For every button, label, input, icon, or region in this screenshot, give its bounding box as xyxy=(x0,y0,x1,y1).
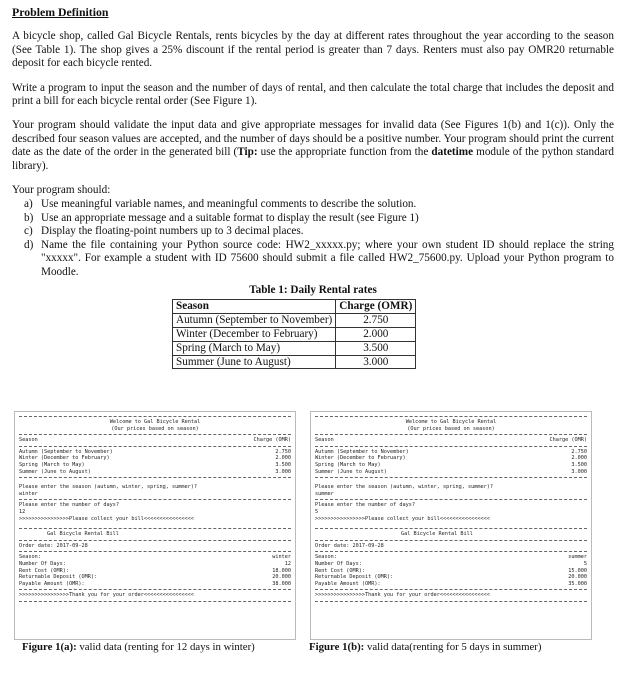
requirement-mark: a) xyxy=(24,198,33,211)
validation-paragraph xyxy=(12,119,614,173)
console-bill-row xyxy=(19,581,291,588)
caption-text: valid data(renting for 5 days in summer) xyxy=(364,641,542,653)
console-bill-value: 20.000 xyxy=(568,574,587,581)
console-bill-row xyxy=(315,561,587,568)
console-season-hdr: Season xyxy=(19,437,38,444)
console-order-date: Order date: 2017-09-28 xyxy=(315,542,384,549)
console-prices-note: (Our prices based on season) xyxy=(111,425,199,432)
console-season-rate: 3.000 xyxy=(571,468,587,475)
requirement-mark: b) xyxy=(24,211,34,224)
console-season-header xyxy=(19,437,291,444)
console-bill-label: Rent Cost (OMR): xyxy=(315,567,365,574)
console-season-name: Autumn (September to November) xyxy=(19,448,113,455)
console-bill-row xyxy=(19,574,291,581)
console-days-input: 5 xyxy=(315,508,319,515)
console-season-hdr: Season xyxy=(315,437,334,444)
figures xyxy=(14,411,610,641)
console-bill-row xyxy=(19,554,291,561)
figure-caption-a xyxy=(22,641,255,654)
divider xyxy=(315,601,587,604)
console-bill-value: summer xyxy=(568,554,587,561)
console-bill-value: 20.000 xyxy=(272,574,291,581)
console-welcome: Welcome to Gal Bicycle Rental xyxy=(405,419,497,425)
console-bill-value: 35.000 xyxy=(568,580,587,587)
console-season-name: Spring (March to May) xyxy=(315,461,381,468)
table-cell-season: Spring (March to May) xyxy=(173,341,336,355)
console-bill-label: Rent Cost (OMR): xyxy=(19,567,69,574)
console-charge-hdr: Charge (OMR) xyxy=(253,437,291,444)
console-bill-value: 38.000 xyxy=(272,580,291,587)
module-name: datetime xyxy=(431,146,474,159)
console-season-row xyxy=(19,469,291,476)
console-order-date: Order date: 2017-09-28 xyxy=(19,542,88,549)
console-bill-value: winter xyxy=(272,554,291,561)
console-season-rate: 3.500 xyxy=(275,461,291,468)
console-bill-row xyxy=(19,561,291,568)
table-cell-charge: 2.000 xyxy=(336,327,416,341)
console-bill-value: 12 xyxy=(284,560,291,567)
table-cell-season: Autumn (September to November) xyxy=(173,314,336,328)
console-bill-row xyxy=(315,568,587,575)
rates-table xyxy=(172,299,416,369)
console-season-name: Summer (June to August) xyxy=(315,468,387,475)
console-season-row xyxy=(315,469,587,476)
console-thanks-msg: >>>>>>>>>>>>>>>>Thank you for your order<<<<<<<<<<<<<<<< xyxy=(19,592,194,599)
console-season-input: summer xyxy=(315,490,334,497)
console-thanks-msg: >>>>>>>>>>>>>>>>Thank you for your order<<<<<<<<<<<<<<<< xyxy=(315,592,490,599)
table-cell-charge: 2.750 xyxy=(336,314,416,328)
table-row xyxy=(173,314,416,328)
console-season-header xyxy=(315,437,587,444)
caption-text: valid data (renting for 12 days in winter) xyxy=(76,641,255,653)
table-row xyxy=(173,355,416,369)
console-collect-msg: >>>>>>>>>>>>>>>>Please collect your bill<<<<<<<<<<<<<<<< xyxy=(19,515,194,522)
console-season-input: winter xyxy=(19,490,38,497)
console-bill-value: 5 xyxy=(583,560,587,567)
console-season-prompt: Please enter the season (autumn, winter, spring, summer)? xyxy=(315,484,494,491)
table-header-season: Season xyxy=(173,300,336,314)
console-season-row xyxy=(315,455,587,462)
tip-label: Tip: xyxy=(237,146,258,159)
console-season-name: Winter (December to February) xyxy=(19,455,110,462)
intro-paragraph: A bicycle shop, called Gal Bicycle Rentals, rents bicycles by the day at different rates throughout the year according to the season (See Table 1). The shop gives a 25% discount if the rental period is greater than 7 days. Renters must also pay OMR20 returnable deposit for each bicycle rented. xyxy=(12,30,614,70)
console-season-prompt: Please enter the season (autumn, winter, spring, summer)? xyxy=(19,484,198,491)
table-title: Table 1: Daily Rental rates xyxy=(249,283,377,296)
console-season-name: Summer (June to August) xyxy=(19,468,91,475)
figure-caption-b xyxy=(309,641,541,654)
requirement-item xyxy=(24,212,614,225)
console-bill-value: 18.000 xyxy=(272,567,291,574)
console-days-input: 12 xyxy=(19,508,26,515)
divider xyxy=(19,601,291,604)
console-season-name: Winter (December to February) xyxy=(315,455,406,462)
console-bill-label: Returnable Deposit (OMR): xyxy=(315,574,394,581)
console-days-prompt: Please enter the number of days? xyxy=(315,502,415,509)
table-header-row xyxy=(173,300,416,314)
console-charge-hdr: Charge (OMR) xyxy=(549,437,587,444)
requirement-text: Use meaningful variable names, and meaningful comments to describe the solution. xyxy=(41,198,417,211)
console-bill-label: Number Of Days: xyxy=(19,560,66,567)
console-bill-value: 15.000 xyxy=(568,567,587,574)
table-cell-season: Winter (December to February) xyxy=(173,327,336,341)
requirement-item xyxy=(24,225,614,238)
requirement-text: Name the file containing your Python source code: HW2_xxxxx.py; where your own student ID should replace the string "xxxxx". For example a student with ID 75600 should submit a file called HW2_75600.py. Upload your Python program to Moodle. xyxy=(41,238,614,278)
console-collect-msg: >>>>>>>>>>>>>>>>Please collect your bill<<<<<<<<<<<<<<<< xyxy=(315,515,490,522)
validation-text: Your program should validate the input data and give appropriate messages for invalid data (See Figures 1(b) and 1(c)). Only the described four season values are accepted, and the number of days should be a positive number. Your program should print the current date as the date of the order in the generated bill ( xyxy=(12,119,614,159)
console-bill-label: Payable Amount (OMR): xyxy=(315,580,381,587)
requirement-item xyxy=(24,198,614,211)
console-season-rate: 2.750 xyxy=(275,448,291,455)
console-season-row xyxy=(19,449,291,456)
requirements-list xyxy=(12,198,614,278)
task-paragraph: Write a program to input the season and the number of days of rental, and then calculate the total charge that includes the deposit and print a bill for each bicycle rental order (See Figure 1). xyxy=(12,81,614,108)
requirement-item xyxy=(24,239,614,279)
console-bill-row xyxy=(315,554,587,561)
table-cell-charge: 3.000 xyxy=(336,355,416,369)
table-header-charge: Charge (OMR) xyxy=(336,300,416,314)
requirement-text: Use an appropriate message and a suitable format to display the result (see Figure 1) xyxy=(41,211,419,224)
console-output-b xyxy=(310,411,592,640)
requirements-heading: Your program should: xyxy=(12,184,111,197)
table-row xyxy=(173,341,416,355)
console-season-row xyxy=(315,449,587,456)
console-bill-label: Season: xyxy=(315,554,337,561)
caption-label: Figure 1(a): xyxy=(22,641,77,653)
requirement-mark: d) xyxy=(24,238,34,251)
console-season-row xyxy=(19,462,291,469)
requirement-mark: c) xyxy=(24,225,33,238)
caption-label: Figure 1(b): xyxy=(309,641,365,653)
table-cell-charge: 3.500 xyxy=(336,341,416,355)
validation-text-2: use the appropriate function from the xyxy=(257,146,432,159)
console-season-row xyxy=(19,455,291,462)
console-season-rate: 2.000 xyxy=(275,455,291,462)
console-bill-label: Number Of Days: xyxy=(315,560,362,567)
console-bill-label: Payable Amount (OMR): xyxy=(19,580,85,587)
console-bill-title: Gal Bicycle Rental Bill xyxy=(401,531,473,538)
document xyxy=(12,6,614,369)
console-bill-label: Season: xyxy=(19,554,41,561)
table-row xyxy=(173,327,416,341)
console-season-rate: 3.000 xyxy=(275,468,291,475)
validation-text-3: module of the python standard library). xyxy=(12,146,614,172)
console-season-rate: 3.500 xyxy=(571,461,587,468)
console-season-rate: 2.750 xyxy=(571,448,587,455)
page-title: Problem Definition xyxy=(12,5,109,19)
console-welcome: Welcome to Gal Bicycle Rental xyxy=(109,419,201,425)
table-cell-season: Summer (June to August) xyxy=(173,355,336,369)
console-prices-note: (Our prices based on season) xyxy=(407,425,495,432)
console-season-rate: 2.000 xyxy=(571,455,587,462)
console-season-name: Autumn (September to November) xyxy=(315,448,409,455)
console-output-a xyxy=(14,411,296,640)
console-bill-title: Gal Bicycle Rental Bill xyxy=(47,531,119,538)
console-days-prompt: Please enter the number of days? xyxy=(19,502,119,509)
console-season-row xyxy=(315,462,587,469)
console-season-name: Spring (March to May) xyxy=(19,461,85,468)
console-bill-label: Returnable Deposit (OMR): xyxy=(19,574,98,581)
console-bill-row xyxy=(315,574,587,581)
console-bill-row xyxy=(315,581,587,588)
requirement-text: Display the floating-point numbers up to 3 decimal places. xyxy=(41,225,304,238)
console-bill-row xyxy=(19,568,291,575)
